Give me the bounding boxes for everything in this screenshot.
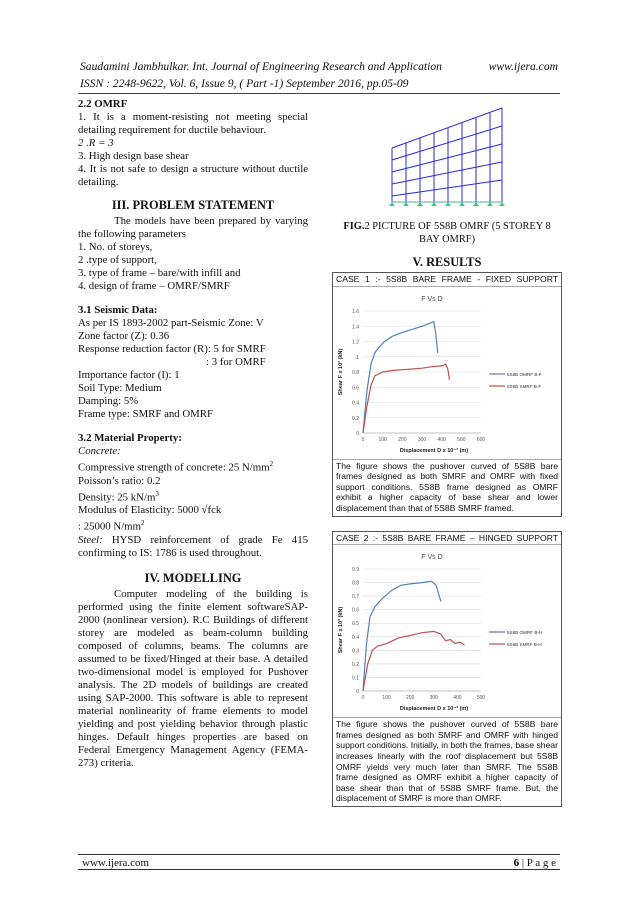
density: Density: 25 $kN/m^3$ [78,489,159,504]
modulus-of-elasticity: Modulus of Elasticity: 5000 √fck [78,504,222,517]
case-1-description: The figure shows the pushover curved of 5S8B bare frames designed as both SMRF and OMRF with fixed support conditions. 5S8B frame designed as OMRF exhibit a higher capacity of base shear and lower displacement than that of 5S8B SMRF framed. [336,460,558,513]
steel-spec: Steel: HYSD reinforcement of grade Fe 415 confirming to IS: 1786 is used throughout. [78,533,308,559]
case-2-title: CASE 2 :- 5S8B BARE FRAME – HINGED SUPPORT [336,532,558,543]
y-tick-label: 1.6 [352,308,359,315]
y-tick-label: 1 [356,354,359,361]
case-1-chart [333,286,561,460]
left-column [78,98,308,770]
x-tick-label: 100 [378,436,387,443]
legend-label-1: 5S8B SMRF B-H [507,641,542,647]
y-tick-label: 1.2 [352,339,359,346]
soil-type: Soil Type: Medium [78,382,162,394]
problem-param-1: 1. No. of storeys, [78,241,153,253]
modelling-text: Computer modeling of the building is performed using the finite element softwareSAP-2000 (nonlinear version). R.C Buildings of different storey are modeled as beam-column building composed of columns, beams. The columns are assumed to be fixed/Hinged at their base. A detailed two-dimensional model is employed for Pushover analysis. The 2D models of buildings are created using SAP-2000. This software is able to represent material nonlinearity of frame elements to model yielding and post yielding behavior through plastic hinges. Default hinges properties are based on Federal Emergency Management Agency (FEMA-273) criteria. [78,587,308,769]
x-tick-label: 300 [429,695,438,702]
results-heading: V. RESULTS [412,255,482,269]
legend-label-0: 5S8B OMRF B-H [507,629,543,635]
journal-citation: Saudamini Jambhulkar. Int. Journal of Engineering Research and Application [80,60,442,73]
x-tick-label: 600 [476,436,486,443]
series-line-1 [363,632,465,692]
problem-param-4: 4. design of frame – OMRF/SMRF [78,280,230,292]
x-tick-label: 0 [361,436,365,443]
importance-factor: Importance factor (I): 1 [78,369,180,381]
problem-heading: III. PROBLEM STATEMENT [111,198,275,212]
omrf-item-4: 4. It is not safe to design a structure without ductile detailing. [78,163,308,188]
x-tick-label: 400 [453,695,462,702]
poisson-ratio: Poisson’s ratio: 0.2 [78,474,161,487]
case-1-box [332,272,562,517]
header-rule [78,93,560,94]
y-tick-label: 0.2 [352,662,359,669]
problem-param-2: 2 .type of support, [78,254,157,266]
journal-website[interactable]: www.ijera.com [488,60,558,73]
y-tick-label: 0.5 [352,621,359,628]
y-tick-label: 0 [356,689,359,696]
footer-website[interactable]: www.ijera.com [82,857,150,869]
x-tick-label: 200 [406,695,415,702]
seismic-heading: 3.1 Seismic Data: [78,304,158,316]
x-tick-label: 300 [417,436,427,443]
seismic-zone: As per IS 1893-2002 part-Seismic Zone: V [78,317,264,329]
x-tick-label: 500 [476,695,486,702]
omrf-item-2: 2 .R = 3 [78,137,114,149]
series-line-1 [363,364,450,433]
issn-line: ISSN : 2248-9622, Vol. 6, Issue 9, ( Part -1) September 2016, pp.05-09 [80,77,409,90]
problem-param-3: 3. type of frame – bare/with infill and [78,267,241,279]
x-axis-label: Displacement D x 10⁻³ (m) [399,447,469,454]
case-2-chart [333,544,561,718]
modulus-value: : 25000 $N/mm^2$ [78,519,145,533]
chart-title: F Vs D [421,554,443,562]
page-footer [78,854,560,870]
right-column [332,98,562,807]
zone-factor: Zone factor (Z): 0.36 [78,330,170,342]
omrf-heading: 2.2 OMRF [78,98,128,110]
legend-label-0: 5S8B OMRF B-F [507,371,542,377]
case-1-title: CASE 1 :- 5S8B BARE FRAME - FIXED SUPPORT [336,274,558,284]
y-tick-label: 0.6 [352,384,359,391]
x-axis-label: Displacement D x 10⁻³ (m) [399,706,469,713]
case-2-box [332,531,562,807]
response-reduction-omrf: : 3 for OMRF [206,356,266,368]
x-tick-label: 0 [361,695,365,702]
frame-type: Frame type: SMRF and OMRF [78,408,213,420]
problem-intro: The models have been prepared by varying the following parameters [78,215,308,240]
material-heading: 3.2 Material Property: [78,432,182,444]
x-tick-label: 100 [382,695,391,702]
series-line-0 [363,581,441,691]
y-tick-label: 0.4 [352,634,359,641]
running-header [80,58,558,92]
frame-model-figure [332,98,562,210]
y-tick-label: 0.9 [352,567,359,574]
x-tick-label: 400 [437,436,446,443]
y-tick-label: 0.8 [352,369,359,376]
y-tick-label: 0 [356,430,359,437]
y-tick-label: 1.4 [352,323,359,330]
y-axis-label: Shear F x 10³ (kN) [338,606,344,654]
y-tick-label: 0.1 [352,675,359,682]
x-tick-label: 500 [457,436,466,443]
y-axis-label: Shear F x 10³ (kN) [338,348,344,395]
y-tick-label: 0.8 [352,580,359,587]
page-number: 6 | P a g e [513,857,556,869]
omrf-item-3: 3. High design base shear [78,150,189,162]
damping: Damping: 5% [78,395,139,407]
omrf-item-1: 1. It is a moment-resisting not meeting special detailing requirement for ductile behaviour. [78,111,308,136]
x-tick-label: 200 [398,436,407,443]
legend-label-1: 5S8B SMRF B-F [507,383,542,389]
modelling-heading: IV. MODELLING [144,570,242,585]
response-reduction-smrf: Response reduction factor (R): 5 for SMRF [78,343,266,355]
figure-2-caption: FIG.2 PICTURE OF 5S8B OMRF (5 STOREY 8 BAY OMRF) [343,221,551,245]
chart-title: F Vs D [421,295,443,303]
y-tick-label: 0.3 [352,648,359,655]
case-2-description: The figure shows the pushover curved of 5S8B bare frames designed as both SMRF and OMRF with hinged support conditions. Initially, in both the frames, base shear increases linearly with the roof displacement but 5S8B OMRF yields very much later than SMRF. The 5S8B frame designed as OMRF exhibit a higher capacity of base shear than that of 5S8B SMRF frame. But, the displacement of SMRF is more than OMRF. [336,719,558,804]
compressive-strength: Compressive strength of concrete: 25 $N/mm^2$ [78,460,274,474]
y-tick-label: 0.7 [352,594,359,601]
y-tick-label: 0.4 [352,400,359,407]
concrete-label: Concrete: [78,445,121,457]
y-tick-label: 0.6 [352,607,359,614]
y-tick-label: 0.2 [352,415,359,422]
